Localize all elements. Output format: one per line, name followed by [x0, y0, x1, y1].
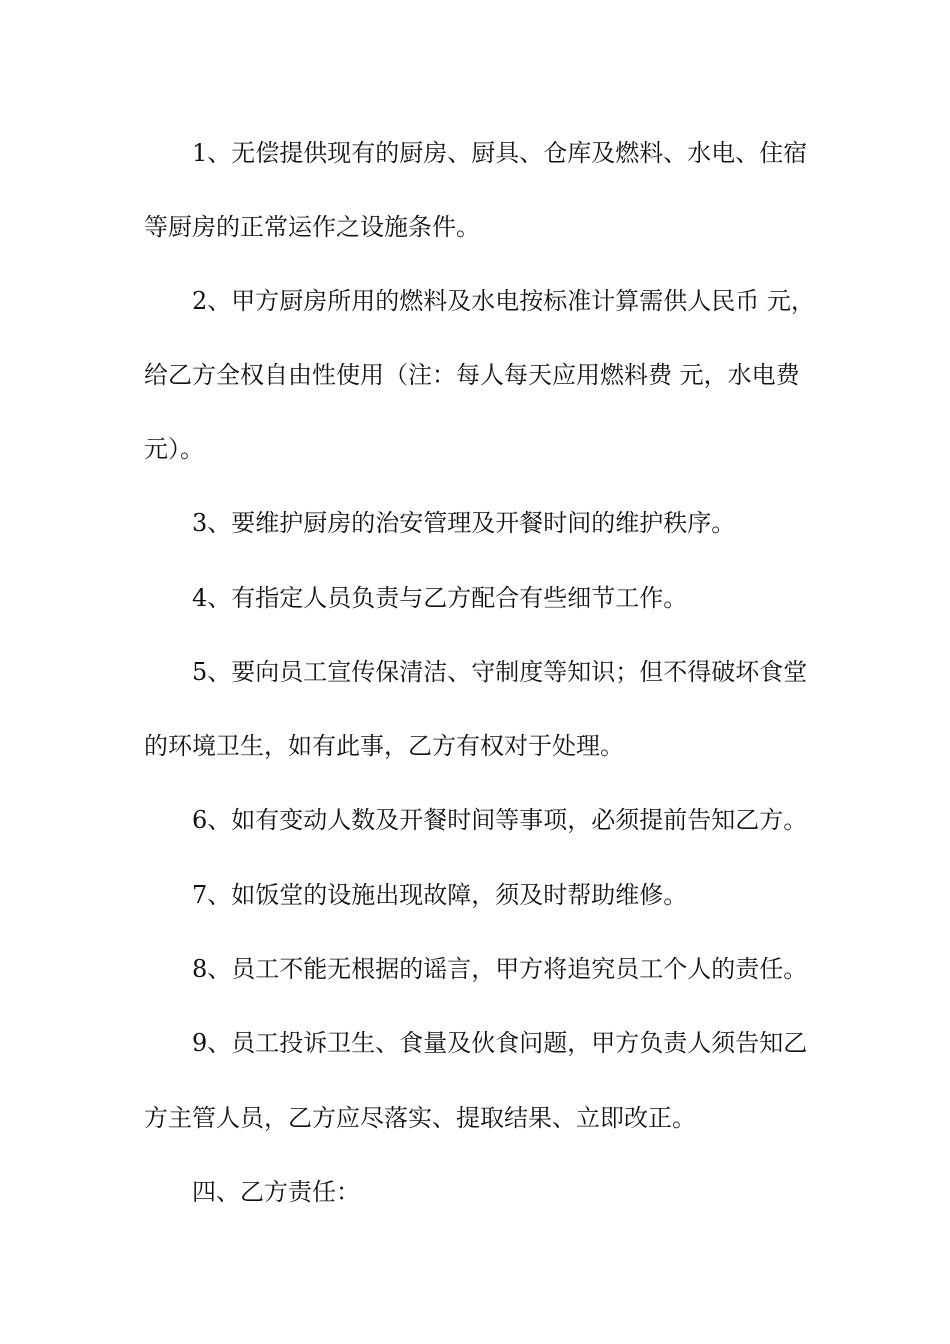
text-line: 元）。	[144, 435, 204, 463]
text-line: 方主管人员，乙方应尽落实、提取结果、立即改正。	[144, 1104, 696, 1132]
text-line: 9、员工投诉卫生、食量及伙食问题，甲方负责人须告知乙	[192, 1029, 808, 1057]
text-line: 8、员工不能无根据的谣言，甲方将追究员工个人的责任。	[192, 955, 808, 983]
text-line: 1、无偿提供现有的厨房、厨具、仓库及燃料、水电、住宿	[192, 139, 808, 167]
text-line: 3、要维护厨房的治安管理及开餐时间的维护秩序。	[192, 509, 736, 537]
text-line: 5、要向员工宣传保清洁、守制度等知识；但不得破坏食堂	[192, 658, 808, 686]
text-line: 给乙方全权自由性使用（注：每人每天应用燃料费 元，水电费	[144, 361, 800, 389]
text-line: 的环境卫生，如有此事，乙方有权对于处理。	[144, 732, 624, 760]
text-line: 7、如饭堂的设施出现故障，须及时帮助维修。	[192, 881, 688, 909]
text-line: 2、甲方厨房所用的燃料及水电按标准计算需供人民币 元，	[192, 287, 815, 315]
text-line: 4、有指定人员负责与乙方配合有些细节工作。	[192, 584, 688, 612]
text-line: 等厨房的正常运作之设施条件。	[144, 213, 480, 241]
text-line: 6、如有变动人数及开餐时间等事项，必须提前告知乙方。	[192, 806, 808, 834]
section-heading: 四、乙方责任：	[192, 1178, 360, 1206]
